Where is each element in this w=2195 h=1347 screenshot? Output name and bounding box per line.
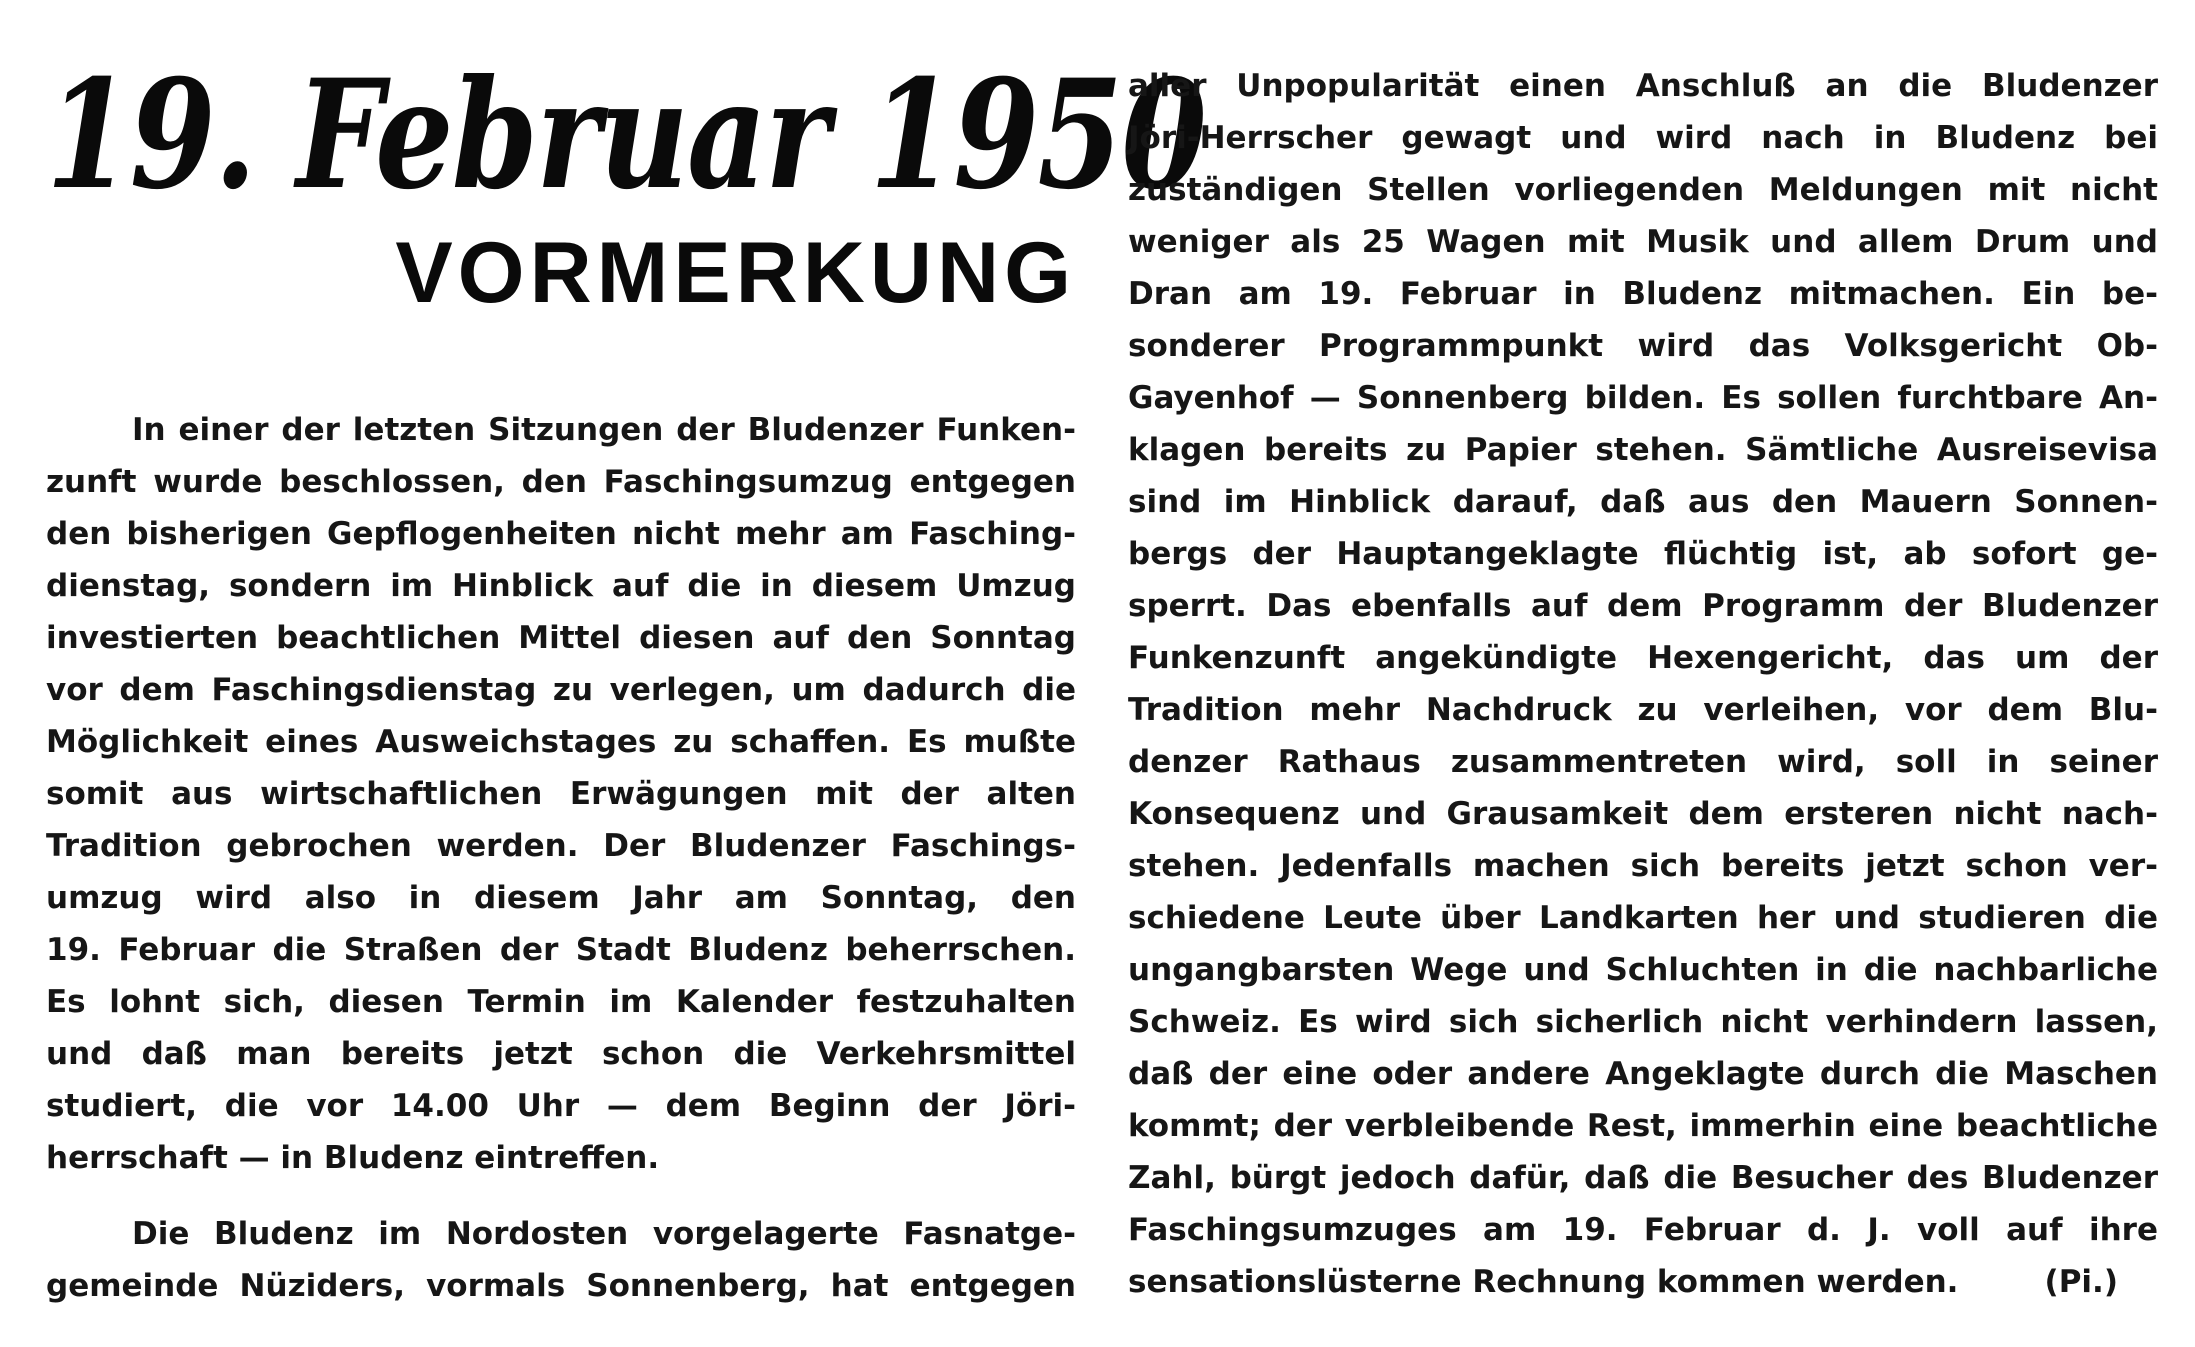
text-line: Jöri-Herrscher gewagt und wird nach in Bludenz bei	[1128, 120, 2158, 156]
text-line: sperrt. Das ebenfalls auf dem Programm der Bludenzer	[1128, 588, 2158, 624]
text-line: denzer Rathaus zusammentreten wird, soll in seiner	[1128, 744, 2158, 780]
text-line: weniger als 25 Wagen mit Musik und allem Drum und	[1128, 224, 2158, 260]
text-line: und daß man bereits jetzt schon die Verkehrsmittel	[46, 1036, 1076, 1072]
text-line: Möglichkeit eines Ausweichstages zu schaffen. Es mußte	[46, 724, 1076, 760]
text-line: kommt; der verbleibende Rest, immerhin eine beachtliche	[1128, 1108, 2158, 1144]
text-line: zunft wurde beschlossen, den Faschingsumzug entgegen	[46, 464, 1076, 500]
paragraph-2	[46, 1208, 1076, 1312]
subheadline: VORMERKUNG	[395, 225, 1076, 321]
text-line: In einer der letzten Sitzungen der Bludenzer Funken-	[132, 412, 1076, 448]
text-line: umzug wird also in diesem Jahr am Sonntag, den	[46, 880, 1076, 916]
text-line: zuständigen Stellen vorliegenden Meldungen mit nicht	[1128, 172, 2158, 208]
text-line: Es lohnt sich, diesen Termin im Kalender festzuhalten	[46, 984, 1076, 1020]
left-column	[46, 47, 1206, 1312]
text-line: schiedene Leute über Landkarten her und studieren die	[1128, 900, 2158, 936]
text-line: vor dem Faschingsdienstag zu verlegen, um dadurch die	[46, 672, 1076, 708]
text-line: bergs der Hauptangeklagte flüchtig ist, ab sofort ge-	[1128, 536, 2158, 572]
closing-line	[1128, 1256, 2158, 1308]
text-line: Schweiz. Es wird sich sicherlich nicht verhindern lassen,	[1128, 1004, 2158, 1040]
text-line: sonderer Programmpunkt wird das Volksgericht Ob-	[1128, 328, 2158, 364]
text-line: gemeinde Nüziders, vormals Sonnenberg, hat entgegen	[46, 1268, 1076, 1304]
text-line: somit aus wirtschaftlichen Erwägungen mit der alten	[46, 776, 1076, 812]
text-line: dienstag, sondern im Hinblick auf die in diesem Umzug	[46, 568, 1076, 604]
text-line: 19. Februar die Straßen der Stadt Bludenz beherrschen.	[46, 932, 1076, 968]
text-line: ungangbarsten Wege und Schluchten in die nachbarliche	[1128, 952, 2158, 988]
text-line: aller Unpopularität einen Anschluß an die Bludenzer	[1128, 68, 2158, 104]
text-line: studiert, die vor 14.00 Uhr — dem Beginn der Jöri-	[46, 1088, 1076, 1124]
text-line: klagen bereits zu Papier stehen. Sämtliche Ausreisevisa	[1128, 432, 2158, 468]
text-line: Konsequenz und Grausamkeit dem ersteren nicht nach-	[1128, 796, 2158, 832]
text-line: Gayenhof — Sonnenberg bilden. Es sollen furchtbare An-	[1128, 380, 2158, 416]
text-line: Zahl, bürgt jedoch dafür, daß die Besucher des Bludenzer	[1128, 1160, 2158, 1196]
text-line: sind im Hinblick darauf, daß aus den Mauern Sonnen-	[1128, 484, 2158, 520]
text-line: den bisherigen Gepflogenheiten nicht mehr am Fasching-	[46, 516, 1076, 552]
paragraph-1	[46, 404, 1076, 1184]
text-line: investierten beachtlichen Mittel diesen auf den Sonntag	[46, 620, 1076, 656]
text-line: daß der eine oder andere Angeklagte durch die Maschen	[1128, 1056, 2158, 1092]
text-line: Dran am 19. Februar in Bludenz mitmachen. Ein be-	[1128, 276, 2158, 312]
author-signature: (Pi.)	[2044, 1264, 2118, 1300]
headline-date: 19. Februar 1950	[46, 47, 1206, 223]
text-line: Faschingsumzuges am 19. Februar d. J. voll auf ihre	[1128, 1212, 2158, 1248]
text-line: Tradition gebrochen werden. Der Bludenzer Faschings-	[46, 828, 1076, 864]
text-line: Tradition mehr Nachdruck zu verleihen, vor dem Blu-	[1128, 692, 2158, 728]
text-line: herrschaft — in Bludenz eintreffen.	[46, 1140, 660, 1176]
text-line: stehen. Jedenfalls machen sich bereits jetzt schon ver-	[1128, 848, 2158, 884]
right-column	[1128, 60, 2158, 1308]
text-line: Die Bludenz im Nordosten vorgelagerte Fasnatge-	[132, 1216, 1076, 1252]
text-line: Funkenzunft angekündigte Hexengericht, das um der	[1128, 640, 2158, 676]
text-line: sensationslüsterne Rechnung kommen werden.	[1128, 1264, 1959, 1300]
